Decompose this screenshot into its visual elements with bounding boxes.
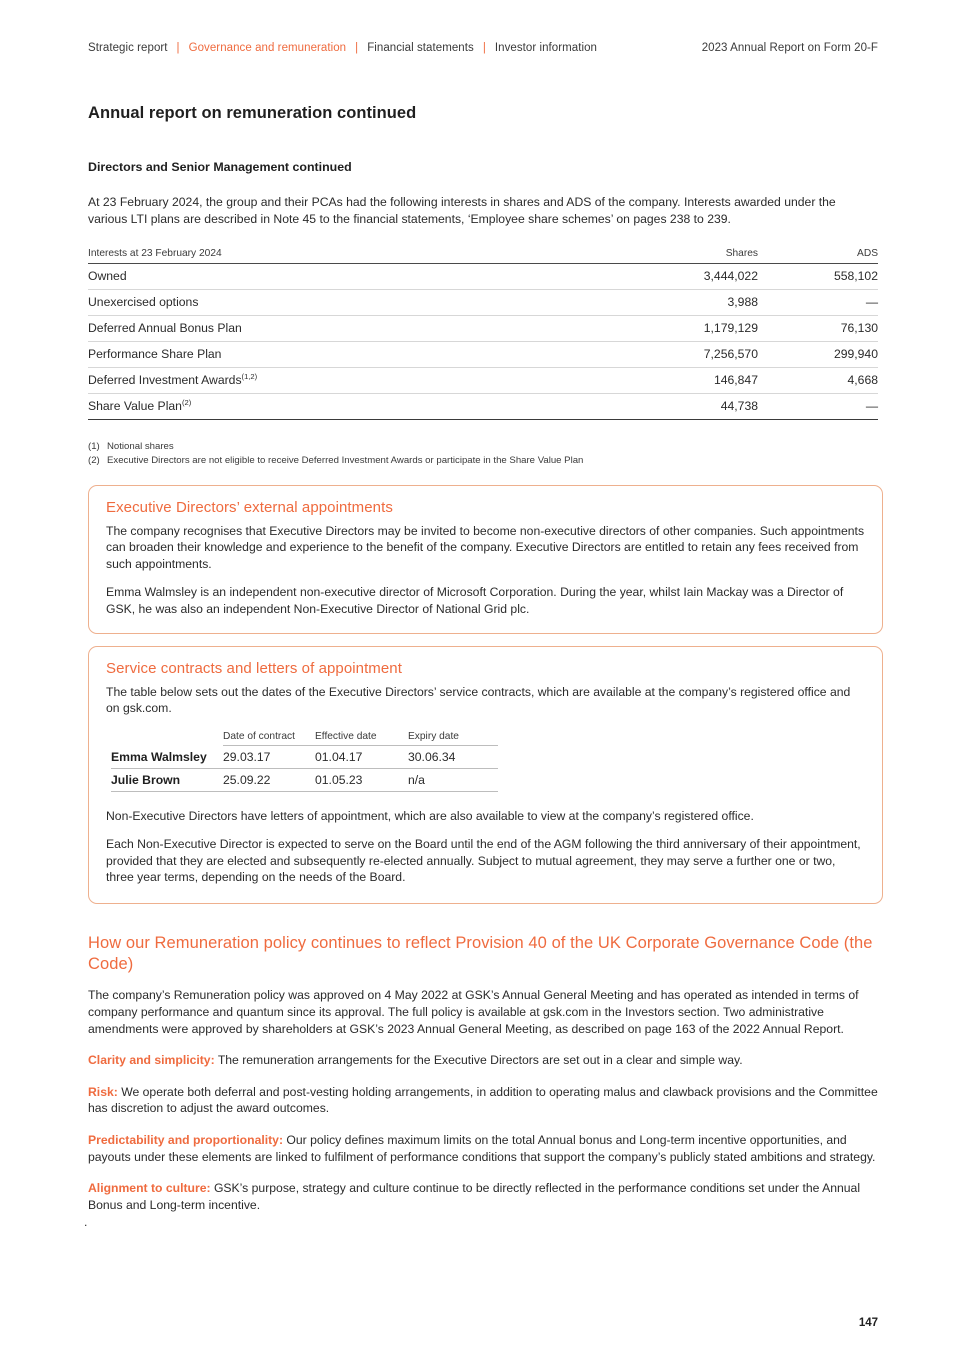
- service-contracts-heading: Service contracts and letters of appointment: [106, 660, 402, 678]
- header-nav: [88, 42, 597, 54]
- row-shares: 3,988: [608, 290, 758, 316]
- row-label: [88, 368, 608, 394]
- page-content: [84, 104, 878, 1230]
- row-ads: 299,940: [758, 342, 878, 368]
- table-row: [88, 342, 878, 368]
- trailing-mark: .: [84, 1215, 88, 1230]
- provision-40-section: [84, 933, 878, 1230]
- row-label: [88, 264, 608, 290]
- row-label-text: Deferred Annual Bonus Plan: [88, 321, 242, 335]
- table-row: [88, 394, 878, 420]
- table-row: [88, 290, 878, 316]
- col-header-date-of-contract: Date of contract: [223, 731, 315, 746]
- row-label-text: Deferred Investment Awards: [88, 373, 242, 387]
- date-of-contract: 25.09.22: [223, 768, 315, 791]
- row-label: [88, 342, 608, 368]
- row-shares: 7,256,570: [608, 342, 758, 368]
- service-contracts-paragraph-1: Non-Executive Directors have letters of appointment, which are also available to view at the company’s registered office.: [106, 808, 754, 823]
- principle-predictability-and-proportionality: [88, 1132, 878, 1165]
- table-row: [88, 368, 878, 394]
- row-ads: 558,102: [758, 264, 878, 290]
- external-appointments-paragraph-2: Emma Walmsley is an independent non-executive director of Microsoft Corporation. During the year, whilst Iain Mackay was a Director of GSK, he was also an independent Non-Executive Director of National Grid plc.: [106, 585, 844, 616]
- col-header-expiry-date: Expiry date: [408, 731, 498, 746]
- footnote-1-number: (1): [88, 441, 100, 452]
- row-ads: —: [758, 394, 878, 420]
- row-label: [88, 316, 608, 342]
- table-row: [88, 264, 878, 290]
- interests-table: [88, 248, 878, 420]
- principle-lead: Predictability and proportionality:: [88, 1133, 284, 1148]
- date-of-contract: 29.03.17: [223, 745, 315, 768]
- row-shares: 3,444,022: [608, 264, 758, 290]
- table-header-row: [88, 248, 878, 264]
- external-appointments-heading: Executive Directors’ external appointments: [106, 499, 393, 516]
- section-subtitle: Directors and Senior Management continued: [88, 160, 352, 174]
- nav-item-governance-and-remuneration[interactable]: Governance and remuneration: [188, 42, 347, 54]
- nav-separator: |: [355, 42, 359, 54]
- row-label-text: Performance Share Plan: [88, 347, 222, 361]
- nav-separator: |: [482, 42, 486, 54]
- row-ads: 4,668: [758, 368, 878, 394]
- service-contracts-table: [111, 731, 498, 792]
- effective-date: 01.05.23: [315, 768, 408, 791]
- effective-date: 01.04.17: [315, 745, 408, 768]
- page-title: Annual report on remuneration continued: [88, 104, 417, 122]
- footnote-marker: (1,2): [241, 371, 258, 381]
- nav-separator: |: [176, 42, 180, 54]
- page-number: 147: [858, 1317, 878, 1329]
- footnote-2: [88, 454, 878, 468]
- principle-clarity-and-simplicity: [88, 1052, 878, 1069]
- row-shares: 146,847: [608, 368, 758, 394]
- row-ads: 76,130: [758, 316, 878, 342]
- table-row: [88, 316, 878, 342]
- row-label: [88, 394, 608, 420]
- nav-item-investor-information[interactable]: Investor information: [494, 42, 597, 54]
- running-header: [88, 40, 878, 56]
- nav-item-financial-statements[interactable]: Financial statements: [367, 42, 474, 54]
- external-appointments-callout: [88, 485, 883, 634]
- footnote-1: [88, 440, 878, 454]
- footnote-1-text: Notional shares: [107, 441, 174, 452]
- intro-paragraph: At 23 February 2024, the group and their PCAs had the following interests in shares and ADS of the company. Interests awarded under the various LTI plans are described in Note 45 to the financial statements, ‘Employee share schemes’ on pages 238 to 239.: [88, 195, 836, 226]
- principle-lead: Clarity and simplicity:: [88, 1053, 215, 1068]
- provision-40-body: The company’s Remuneration policy was approved on 4 May 2022 at GSK’s Annual General Meeting and has operated as intended in terms of company performance and quantum since its approval. The full policy is available at gsk.com in the Investors section. Two administrative amendments were approved by shareholders at GSK’s 2023 Annual General Meeting, as described on page 163 of the 2022 Annual Report.: [88, 988, 859, 1036]
- document-title: 2023 Annual Report on Form 20-F: [701, 42, 878, 54]
- col-header-interests: Interests at 23 February 2024: [88, 248, 608, 264]
- row-ads: —: [758, 290, 878, 316]
- row-shares: 1,179,129: [608, 316, 758, 342]
- principle-text: We operate both deferral and post-vesting holding arrangements, in addition to operating malus and clawback provisions and the Committee has discretion to adjust the award outcomes.: [88, 1084, 878, 1116]
- contracts-header-row: [111, 731, 498, 746]
- principle-risk: [88, 1084, 878, 1117]
- external-appointments-paragraph-1: The company recognises that Executive Directors may be invited to become non-executive directors of other companies. Such appointments can broaden their knowledge and experience to the benefit of the company. Executive Directors are entitled to retain any fees received from such appointments.: [106, 524, 865, 571]
- footnote-marker: (2): [181, 397, 192, 407]
- service-contracts-intro: The table below sets out the dates of the Executive Directors’ service contracts, which are available at the company’s registered office and on gsk.com.: [106, 685, 851, 716]
- row-label-text: Unexercised options: [88, 295, 199, 309]
- footnote-2-number: (2): [88, 455, 100, 466]
- table-row: [111, 745, 498, 768]
- table-footnotes: [88, 440, 878, 468]
- row-label-text: Share Value Plan: [88, 399, 182, 413]
- principle-text: Our policy defines maximum limits on the total Annual bonus and Long-term incentive opportunities, and payouts under these elements are linked to fulfilment of performance conditions that support the company’s publicly stated ambitions and strategy.: [88, 1133, 876, 1164]
- principle-lead: Risk:: [88, 1084, 118, 1099]
- row-shares: 44,738: [608, 394, 758, 420]
- row-label-text: Owned: [88, 269, 127, 283]
- nav-item-strategic-report[interactable]: Strategic report: [88, 42, 168, 54]
- principle-text: GSK’s purpose, strategy and culture continue to be directly reflected in the performance conditions set under the Annual Bonus and Long-term incentive.: [88, 1181, 861, 1212]
- provision-40-heading: How our Remuneration policy continues to reflect Provision 40 of the UK Corporate Governance Code (the Code): [88, 934, 873, 974]
- col-header-ads: ADS: [758, 248, 878, 264]
- service-contracts-paragraph-2: Each Non-Executive Director is expected to serve on the Board until the end of the AGM following the third anniversary of their appointment, provided that they are elected and subsequently re-elected annually. Subject to mutual agreement, they may serve a further one or two, three year terms, depending on the needs of the Board.: [106, 837, 861, 885]
- col-header-effective-date: Effective date: [315, 731, 408, 746]
- expiry-date: n/a: [408, 768, 498, 791]
- col-header-director: [111, 731, 223, 746]
- expiry-date: 30.06.34: [408, 745, 498, 768]
- principle-lead: Alignment to culture:: [88, 1181, 211, 1196]
- principle-alignment-to-culture: [88, 1180, 878, 1213]
- col-header-shares: Shares: [608, 248, 758, 264]
- director-name: Julie Brown: [111, 768, 223, 791]
- footnote-2-text: Executive Directors are not eligible to receive Deferred Investment Awards or participate in the Share Value Plan: [107, 455, 584, 466]
- table-row: [111, 768, 498, 791]
- principle-text: The remuneration arrangements for the Executive Directors are set out in a clear and simple way.: [214, 1053, 743, 1068]
- row-label: [88, 290, 608, 316]
- service-contracts-callout: [88, 646, 883, 904]
- director-name: Emma Walmsley: [111, 745, 223, 768]
